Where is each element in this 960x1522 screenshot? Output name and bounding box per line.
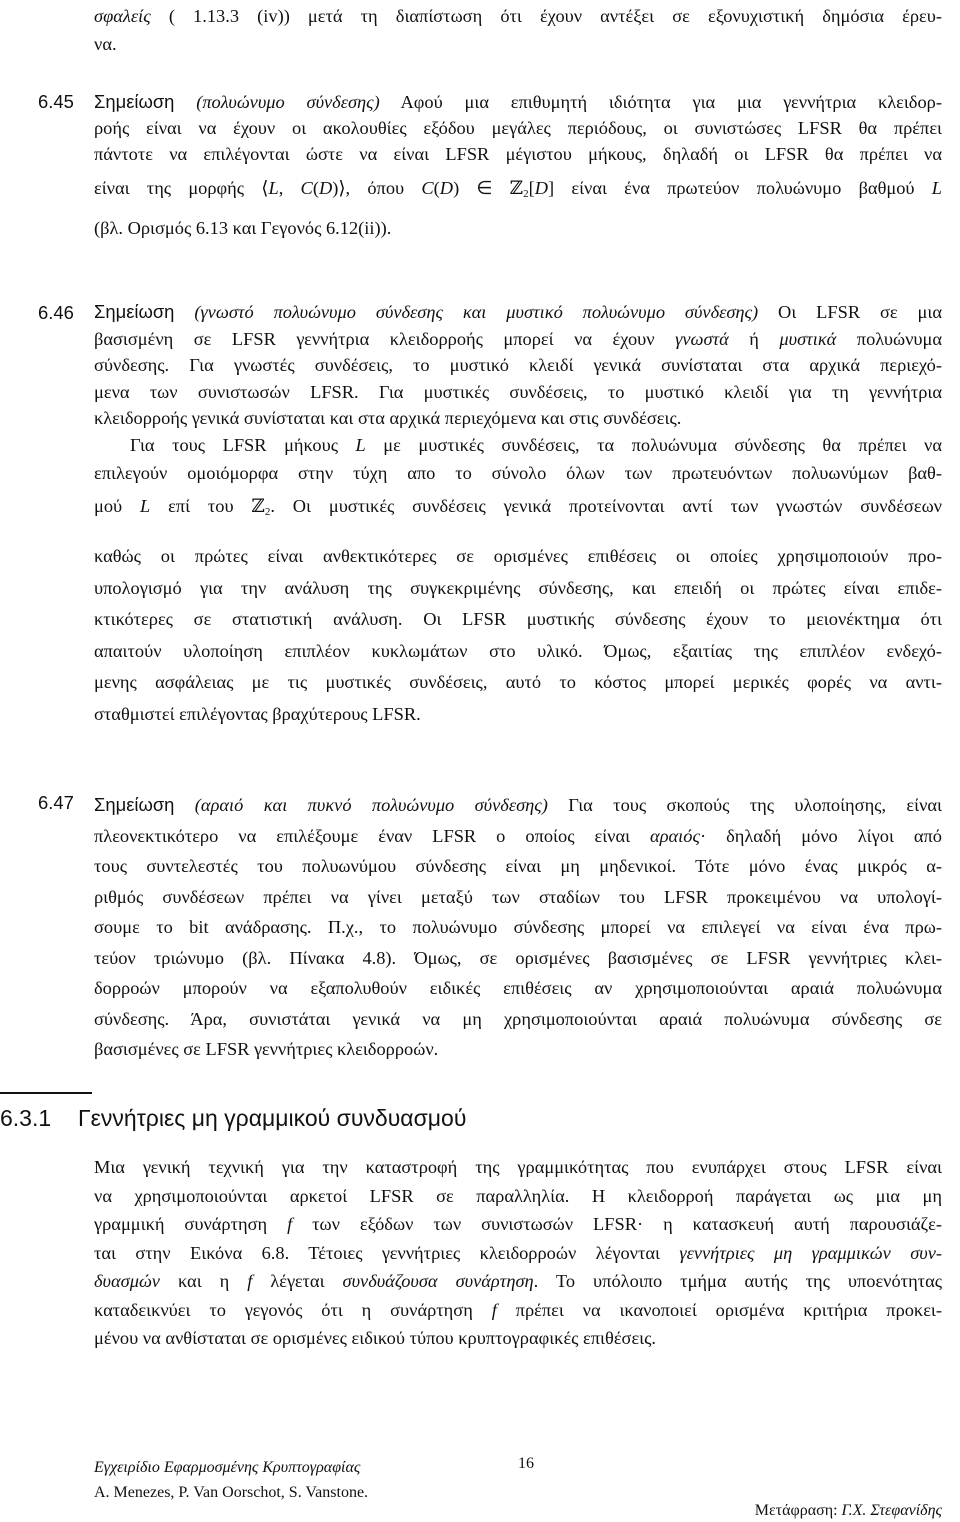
text-line: μένου να ανθίσταται σε ορισμένες ειδικού τύπου κρυπτογραφικές επιθέσεις.	[94, 1328, 657, 1348]
footer-book-title: Εγχειρίδιο Εφαρμοσμένης Κρυπτογραφίας	[94, 1459, 361, 1476]
text-line: να.	[94, 34, 117, 54]
text-line: καθώς οι πρώτες είναι ανθεκτικότερες σε ορισμένες επιθέσεις οι οποίες χρησιμοποιούν προ-	[94, 546, 942, 566]
footer-authors: A. Menezes, P. Van Oorschot, S. Vanstone.	[94, 1484, 369, 1501]
text-line: δορροών μπορούν να εξαπολυθούν ειδικές επιθέσεις αν χρησιμοποιούνται αραιά πολυώνυμα	[94, 978, 942, 998]
text-line: πάντοτε να επιλέγονται ώστε να είναι LFSR μέγιστου μήκους, δηλαδή οι LFSR θα πρέπει να	[94, 144, 942, 164]
text-line: σφαλείς ( 1.13.3 (iv)) μετά τη διαπίστωση ότι έχουν αντέξει σε εξονυχιστική δημόσια έρευ-	[94, 6, 942, 26]
text-line: βασισμένες σε LFSR γεννήτριες κλειδορροών.	[94, 1039, 439, 1059]
note-number: 6.46	[38, 302, 74, 323]
text-line: επιλεγούν ομοιόμορφα στην τύχη απο το σύνολο όλων των πρωτευόντων πολυωνύμων βαθ-	[94, 463, 942, 483]
text-line: υπολογισμό για την ανάλυση της συγκεκριμένης σύνδεσης, και επειδή οι πρώτες είναι επιδε-	[94, 577, 942, 598]
section-heading	[0, 1105, 466, 1132]
text-line: σύνδεσης. Άρα, συνιστάται γενικά να μη χρησιμοποιούνται αραιά πολυώνυμα σύνδεσης σε	[94, 1008, 942, 1029]
text-line: να χρησιμοποιούνται αρκετοί LFSR σε παραλληλία. Η κλειδορροή παράγεται ως μια μη	[94, 1185, 942, 1206]
section-rule	[0, 1092, 92, 1094]
translation-label: Μετάφραση:	[754, 1502, 842, 1519]
continuation-paragraph	[94, 2, 942, 58]
note-6-46	[94, 299, 942, 727]
text-line: απαιτούν υλοποίηση επιπλέον κυκλωμάτων στο υλικό. Όμως, εξαιτίας της επιπλέον ενδεχό-	[94, 640, 942, 661]
text-line: καταδεικνύει το γεγονός ότι η συνάρτηση f πρέπει να ικανοποιεί ορισμένα κριτήρια προκει-	[94, 1299, 942, 1320]
text-line: σύνδεσης. Για γνωστές συνδέσεις, το μυστικό κλειδί γενικά συνίσταται στα αρχικά περιεχό-	[94, 355, 942, 375]
text-line: ται στην Εικόνα 6.8. Τέτοιες γεννήτριες κλειδορροών λέγονται γεννήτριες μη γραμμικών συν-	[94, 1242, 942, 1263]
note-label: Σημείωση	[94, 794, 175, 815]
text-line: Σημείωση (πολυώνυμο σύνδεσης) Αφού μια επιθυμητή ιδιότητα για μια γεννήτρια κλειδορ-	[94, 91, 942, 112]
text-line: τεύον τριώνυμο (βλ. Πίνακα 4.8). Όμως, σε ορισμένες βασισμένες σε LFSR γεννήτριες κλει-	[94, 947, 942, 968]
page-number: 16	[518, 1455, 534, 1472]
text-line: Σημείωση (γνωστό πολυώνυμο σύνδεσης και μυστικό πολυώνυμο σύνδεσης) Οι LFSR σε μια	[94, 301, 942, 322]
text-line: σουμε το bit ανάδρασης. Π.χ., το πολυώνυμο σύνδεσης μπορεί να επιλεγεί να είναι ένα πρω-	[94, 917, 942, 937]
text-line: γραμμική συνάρτηση f των εξόδων των συνιστωσών LFSR· η κατασκευή αυτή παρουσιάζε-	[94, 1214, 942, 1234]
translator-name: Γ.Χ. Στεφανίδης	[841, 1502, 942, 1519]
note-title: (γνωστό πολυώνυμο σύνδεσης και μυστικό πολυώνυμο σύνδεσης)	[194, 302, 759, 322]
text-line: κτικότερες σε στατιστική ανάλυση. Οι LFSR μυστικής σύνδεσης έχουν το μειονέκτημα ότι	[94, 609, 942, 629]
text-line: μού L επί του ℤ$_2$. Οι μυστικές συνδέσεις γενικά προτείνονται αντί των γνωστών συνδέσεων	[94, 495, 942, 518]
note-6-45	[94, 89, 942, 243]
text-line: πλεονεκτικότερο να επιλέξουμε έναν LFSR ο οποίος είναι αραιός· δηλαδή μόνο λίγοι από	[94, 825, 943, 846]
text-line: σταθμιστεί επιλέγοντας βραχύτερους LFSR.	[94, 703, 421, 724]
text-line: μενης ασφάλειας με τις μυστικές συνδέσεις, αυτό το κόστος μπορεί μερικές φορές να αντι-	[94, 672, 942, 692]
note-label: Σημείωση	[94, 301, 175, 322]
footer-translation	[755, 1502, 942, 1520]
note-number: 6.45	[38, 91, 74, 112]
text-line: Σημείωση (αραιό και πυκνό πολυώνυμο σύνδεσης) Για τους σκοπούς της υλοποίησης, είναι	[94, 794, 942, 815]
section-paragraph	[94, 1153, 942, 1353]
note-number: 6.47	[38, 792, 74, 813]
note-title: (πολυώνυμο σύνδεσης)	[196, 92, 380, 112]
section-title: Γεννήτριες μη γραμμικού συνδυασμού	[78, 1105, 467, 1131]
text-line: Μια γενική τεχνική για την καταστροφή της γραμμικότητας που ενυπάρχει στους LFSR είναι	[94, 1157, 942, 1177]
text-line: Για τους LFSR μήκους L με μυστικές συνδέσεις, τα πολυώνυμα σύνδεσης θα πρέπει να	[130, 434, 942, 455]
text-line: είναι της μορφής ⟨L, C(D)⟩, όπου C(D) ∈ ℤ$_2$[D] είναι ένα πρωτεύον πολυώνυμο βαθμού L	[94, 178, 943, 200]
text-line: (βλ. Ορισμός 6.13 και Γεγονός 6.12(ii)).	[94, 218, 392, 238]
text-line: βασισμένη σε LFSR γεννήτρια κλειδορροής μπορεί να έχουν γνωστά ή μυστικά πολυώνυμα	[94, 328, 942, 349]
text-line: ροής είναι να έχουν οι ακολουθίες εξόδου μεγάλες περιόδους, οι συνιστώσες LFSR θα πρέπει	[94, 118, 942, 138]
text-line: τους συντελεστές του πολυωνύμου σύνδεσης είναι μη μηδενικοί. Τότε μόνο ένας μικρός α-	[94, 856, 942, 876]
note-label: Σημείωση	[94, 91, 175, 112]
text-line: κλειδορροής γενικά συνίσταται και στα αρχικά περιεχόμενα και στις συνδέσεις.	[94, 408, 682, 428]
note-title: (αραιό και πυκνό πολυώνυμο σύνδεσης)	[194, 795, 548, 815]
section-number: 6.3.1	[0, 1105, 52, 1131]
text-line: δυασμών και η f λέγεται συνδυάζουσα συνάρτηση. Το υπόλοιπο τμήμα αυτής της υποενότητας	[94, 1271, 942, 1291]
text-line: ριθμός συνδέσεων πρέπει να γίνει μεταξύ των σταδίων του LFSR προκειμένου να υπολογί-	[94, 886, 942, 907]
text-line: μενα των συνιστωσών LFSR. Για μυστικές συνδέσεις, το μυστικό κλειδί για τη γεννήτρια	[94, 381, 942, 402]
note-6-47	[94, 790, 942, 1065]
